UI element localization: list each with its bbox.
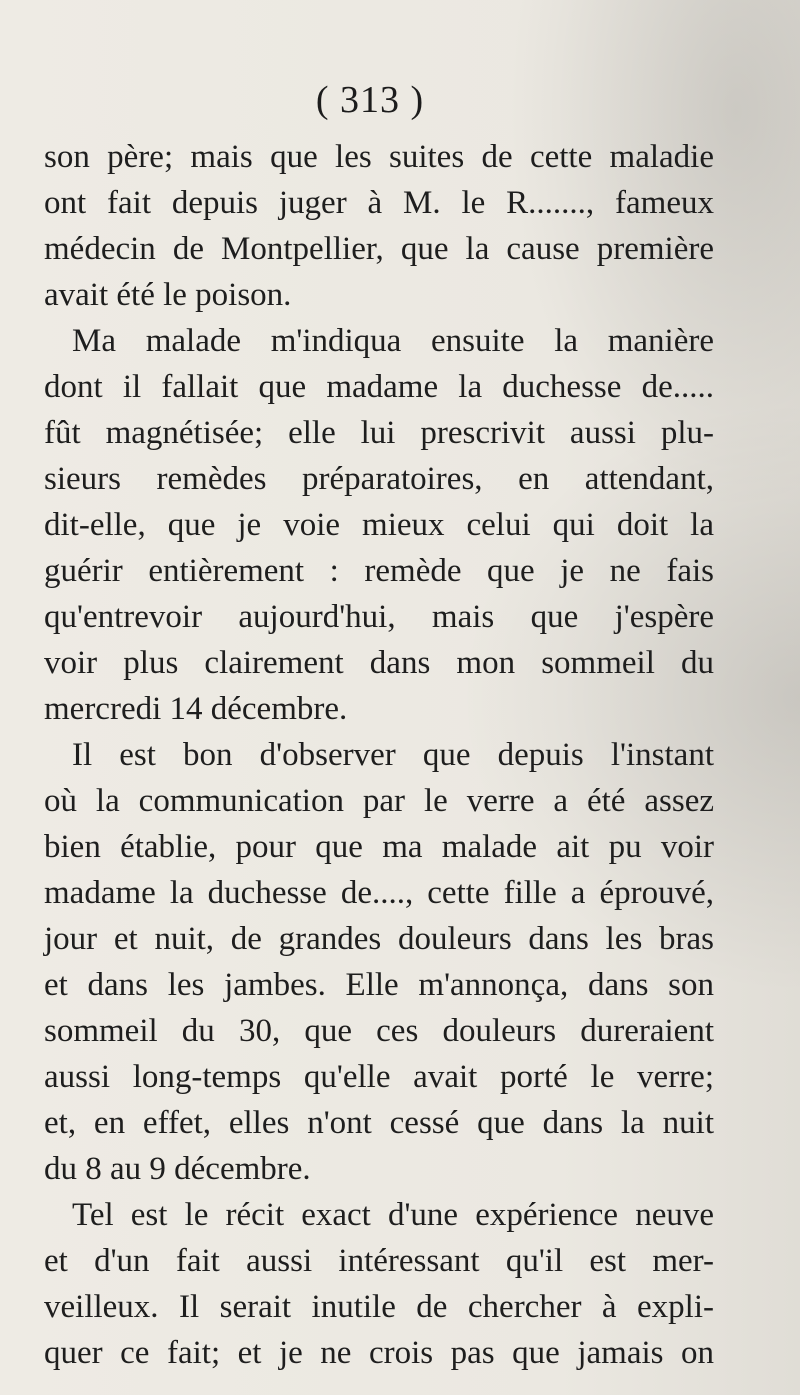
text-line: et, en effet, elles n'ont cessé que dans la nuit xyxy=(44,1105,714,1141)
text-line: aussi long-temps qu'elle avait porté le verre; xyxy=(44,1059,714,1095)
text-line: ont fait depuis juger à M. le R......., fameux xyxy=(44,185,714,221)
text-line: dont il fallait que madame la duchesse de..... xyxy=(44,369,714,405)
text-line: sieurs remèdes préparatoires, en attendant, xyxy=(44,461,714,497)
text-line: Il est bon d'observer que depuis l'instant xyxy=(72,737,714,773)
page-number: ( 313 ) xyxy=(315,79,425,121)
text-line: bien établie, pour que ma malade ait pu voir xyxy=(44,829,714,865)
text-line: qu'entrevoir aujourd'hui, mais que j'espère xyxy=(44,599,714,635)
text-line: du 8 au 9 décembre. xyxy=(44,1151,311,1187)
text-line: Ma malade m'indiqua ensuite la manière xyxy=(72,323,714,359)
text-line: madame la duchesse de...., cette fille a éprouvé, xyxy=(44,875,714,911)
text-line: et dans les jambes. Elle m'annonça, dans son xyxy=(44,967,714,1003)
text-line: son père; mais que les suites de cette maladie xyxy=(44,139,714,175)
text-line: médecin de Montpellier, que la cause première xyxy=(44,231,714,267)
text-line: Tel est le récit exact d'une expérience neuve xyxy=(72,1197,714,1233)
text-line: jour et nuit, de grandes douleurs dans les bras xyxy=(44,921,714,957)
text-line: sommeil du 30, que ces douleurs dureraient xyxy=(44,1013,714,1049)
text-line: avait été le poison. xyxy=(44,277,292,313)
text-line: guérir entièrement : remède que je ne fais xyxy=(44,553,714,589)
text-line: et d'un fait aussi intéressant qu'il est mer- xyxy=(44,1243,714,1279)
text-line: où la communication par le verre a été assez xyxy=(44,783,714,819)
body-text xyxy=(44,134,714,1376)
text-line: quer ce fait; et je ne crois pas que jamais on xyxy=(44,1335,714,1371)
text-line: mercredi 14 décembre. xyxy=(44,691,348,727)
text-line: fût magnétisée; elle lui prescrivit aussi plu- xyxy=(44,415,714,451)
text-line: voir plus clairement dans mon sommeil du xyxy=(44,645,714,681)
text-line: dit-elle, que je voie mieux celui qui doit la xyxy=(44,507,714,543)
text-line: veilleux. Il serait inutile de chercher à expli- xyxy=(44,1289,714,1325)
